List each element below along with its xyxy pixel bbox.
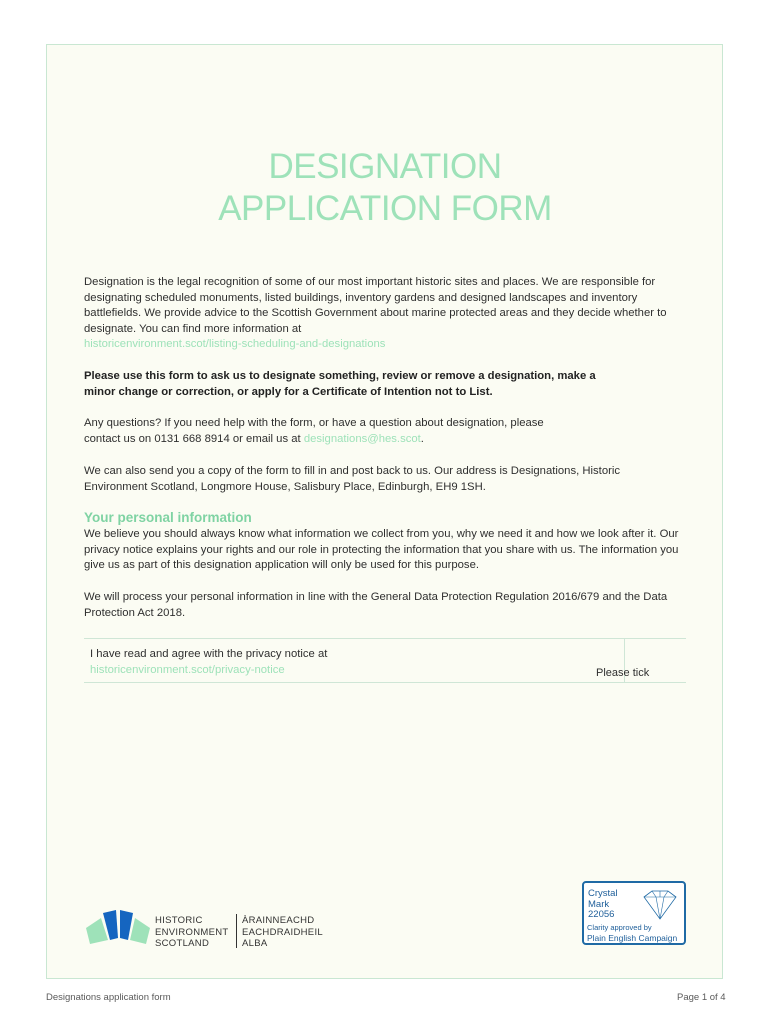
personal-info-heading: Your personal information <box>84 510 252 525</box>
tick-top-rule <box>84 638 686 639</box>
logo-divider <box>236 914 237 948</box>
crystal-line-1: Crystal <box>588 888 618 899</box>
logo-en-line-2: ENVIRONMENT <box>155 926 229 938</box>
questions-text: Any questions? If you need help with the form, or have a question about designation, please contact us on 0131 668 8914 or email us at <box>84 417 544 445</box>
instruction-text: Please use this form to ask us to designate something, review or remove a designation, make a minor change or correction, or apply for a Certificate of Intention not to List. <box>84 370 596 398</box>
tick-bottom-rule <box>84 682 686 683</box>
designations-link[interactable]: historicenvironment.scot/listing-scheduling-and-designations <box>84 338 386 350</box>
crystal-diamond-icon <box>638 889 682 921</box>
logo-en-line-1: HISTORIC <box>155 915 203 926</box>
hes-logo-icon <box>84 908 154 948</box>
personal-info-para-2: We will process your personal information in line with the General Data Protection Regulation 2016/679 and the Data Protection Act 2018. <box>84 591 668 619</box>
crystal-mark-badge <box>582 881 686 945</box>
questions-end: . <box>420 432 424 445</box>
personal-info-para-1: We believe you should always know what information we collect from you, why we need it and how we look after it. Our privacy notice explains your rights and our role in protecting the information that you share with us. The information you give us as part of this designation application will only be used for this purpose. <box>84 528 679 571</box>
logo-gd-line-2: EACHDRAIDHEIL <box>242 926 323 938</box>
privacy-tick-label <box>90 646 490 678</box>
logo-en-line-3: SCOTLAND <box>155 938 210 949</box>
logo-gd-line-3: ALBA <box>242 938 268 949</box>
crystal-approved-text: Clarity approved by <box>587 923 652 932</box>
logo-text-gaelic <box>242 915 323 950</box>
crystal-line-2: Mark <box>588 898 610 910</box>
footer-document-name: Designations application form <box>46 992 171 1003</box>
questions-paragraph <box>84 416 554 447</box>
privacy-notice-link[interactable]: historicenvironment.scot/privacy-notice <box>90 664 285 676</box>
crystal-line-3: 22056 <box>588 909 615 920</box>
crystal-campaign-text: Plain English Campaign <box>587 933 678 943</box>
intro-text: Designation is the legal recognition of some of our most important historic sites and places. We are responsible for designating scheduled monuments, listed buildings, inventory gardens and designed landscapes and inventory battlefields. We provide advice to the Scottish Government about marine protected areas and they decide whether to designate. You can find more information at <box>84 276 667 335</box>
logo-gd-line-1: ÀRAINNEACHD <box>242 915 315 926</box>
title-line-2: APPLICATION FORM <box>218 189 552 228</box>
title-line-1: DESIGNATION <box>268 147 502 186</box>
intro-paragraph <box>84 275 684 353</box>
logo-text-english <box>155 915 229 950</box>
please-tick-label[interactable]: Please tick <box>596 667 650 679</box>
address-paragraph: We can also send you a copy of the form to fill in and post back to us. Our address is Designations, Historic Environment Scotland, Longmore House, Salisbury Place, Edinburgh, EH9 1SH. <box>84 465 621 493</box>
page-title <box>0 146 770 230</box>
email-link[interactable]: designations@hes.scot <box>303 432 421 445</box>
privacy-label-text: I have read and agree with the privacy notice at <box>90 648 328 660</box>
footer-page-number: Page 1 of 4 <box>677 992 726 1003</box>
crystal-mark-label <box>588 889 618 921</box>
